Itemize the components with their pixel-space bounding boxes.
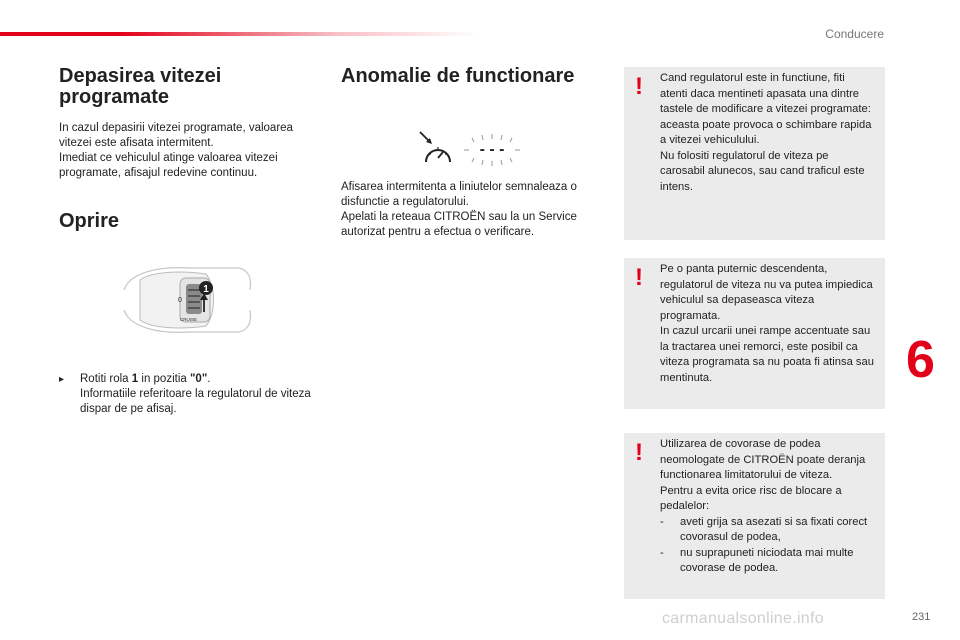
malfunction-title: Anomalie de functionare <box>341 65 575 87</box>
chapter-title: Conducere <box>825 27 884 41</box>
warning-icon: ! <box>635 73 643 100</box>
chapter-number: 6 <box>906 331 935 389</box>
lever-label-cruise: CRUISE <box>180 317 198 322</box>
warning-icon: ! <box>635 264 643 291</box>
overspeed-title: Depasirea vitezei programate <box>59 65 222 108</box>
step-text-mid: in pozitia <box>138 373 190 385</box>
stop-instruction <box>59 372 319 417</box>
display-dashes: - - - <box>479 141 505 158</box>
watermark: carmanualsonline.info <box>662 610 824 627</box>
warning-text-3-intro: Utilizarea de covorase de podea neomologate de CITROËN poate deranja functionarea limitatorului de viteza. Pentru a evita orice risc de blocare a pedalelor: <box>660 438 866 512</box>
step-text-pre: Rotiti rola <box>80 373 132 385</box>
step-bullet-icon: ▸ <box>59 374 65 385</box>
warning-text-2: Pe o panta puternic descendenta, regulatorul de viteza nu va putea impiedica vehiculul sa depaseasca viteza programata. In cazul urcarii unei rampe accentuate sau la tractarea unei remorci, este posibil ca viteza programata sa nu poata fi atinsa sau mentinuta. <box>660 263 874 384</box>
warning-box-2 <box>624 258 885 409</box>
speedometer-dashes-display-icon <box>412 126 532 170</box>
lever-label-1: 1 <box>203 284 209 295</box>
bullet-text: nu suprapuneti niciodata mai multe covorase de podea. <box>680 546 854 574</box>
overspeed-body: In cazul depasirii vitezei programate, valoarea vitezei este afisata intermitent. Imediat ce vehiculul atinge valoarea vitezei programate, afisajul redevine continuu. <box>59 122 293 179</box>
lever-label-0: 0 <box>178 297 182 304</box>
bullet-mark: - <box>660 546 664 559</box>
malfunction-body: Afisarea intermitenta a liniutelor semnaleaza o disfunctie a regulatorului. Apelati la reteaua CITROËN sau la un Service autorizat pentru a efectua o verificare. <box>341 181 577 238</box>
step-bold-2: "0" <box>189 373 208 385</box>
stop-title: Oprire <box>59 210 120 232</box>
warning-box-3 <box>624 433 885 599</box>
bullet-mark: - <box>660 515 664 528</box>
cruise-control-lever-illustration <box>120 260 260 340</box>
warning-text-3 <box>660 437 875 577</box>
warning-text-1: Cand regulatorul este in functiune, fiti atenti daca mentineti apasata una dintre tastele de modificare a vitezei programate: aceasta poate provoca o schimbare rapida a vitezei vehiculului. Nu folositi regulatorul de viteza pe carosabil alunecos, sau cand traficul este intens. <box>660 72 872 193</box>
step-text-line2: Informatiile referitoare la regulatorul de viteza dispar de pe afisaj. <box>80 388 311 415</box>
header-accent-bar <box>0 32 480 36</box>
bullet-text: aveti grija sa asezati si sa fixati corect covorasul de podea, <box>680 515 868 543</box>
step-text-post: . <box>207 373 211 385</box>
warning-icon: ! <box>635 439 643 466</box>
list-item <box>660 546 875 577</box>
page-number: 231 <box>912 611 931 623</box>
list-item <box>660 515 875 546</box>
warning-box-1 <box>624 67 885 240</box>
step-bold-1: 1 <box>131 373 139 385</box>
